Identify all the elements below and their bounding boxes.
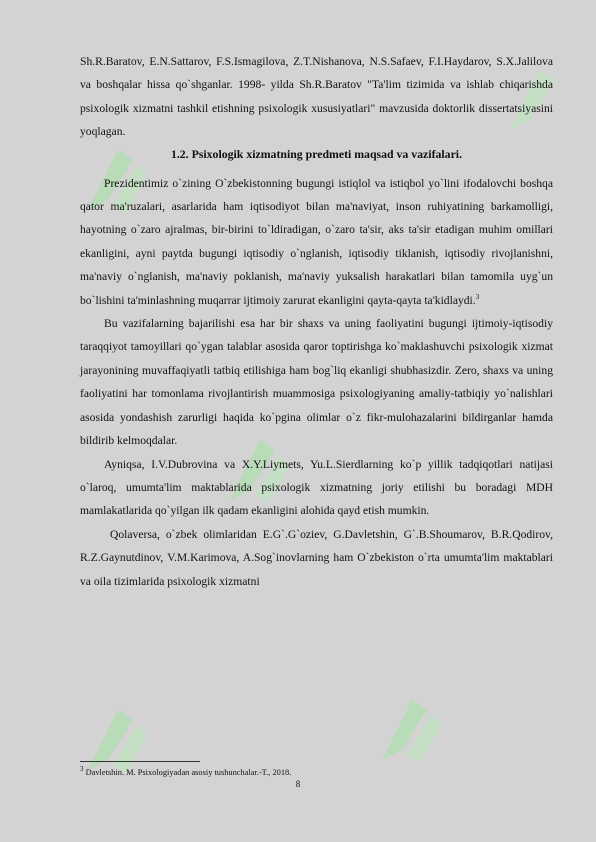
paragraph-3: Ayniqsa, I.V.Dubrovina va X.Y.Liymets, Yu.L.Sierdlarning ko`p yillik tadqiqotlari natijasi o`laroq, umumta'lim maktablarida psixologik xizmatning joriy etilishi bu boradagi MDH mamlakatlarida qo`yilgan ilk qadam ekanligini alohida qayd etish mumkin. [80, 457, 553, 518]
page-number: 8 [295, 779, 301, 789]
paragraph-2: Bu vazifalarning bajarilishi esa har bir shaxs va uning faoliyatini bugungi ijtimoiy-iqtisodiy taraqqiyot tamoyillari qo`ygan talablar asosida qaror toptirishga ko`maklashuvchi psixologik xizmat jarayonining muvaffaqiyatli tatbiq etilishiga ham bog`liq ekanligi shubhasizdir. Zero, shaxs va uning faoliyatini har tomonlama rivojlantirish muammosiga psixologiyaning amaliy-tatbiqiy yo`nalishlari asosida yondashish zarurligi haqida ko`pgina olimlar o`z fikr-mulohazalarini bildirganlar hamda bildirib kelmoqdalar. [80, 317, 553, 448]
watermark-logo-icon [372, 690, 452, 770]
footnote [80, 765, 292, 778]
footnote-divider [80, 761, 200, 762]
footnote-text: Davletshin. M. Psixologiyadan asosiy tushunchalar.-T., 2018. [85, 768, 292, 777]
section-heading: 1.2. Psixologik xizmatning predmeti maqsad va vazifalari. [170, 146, 463, 161]
footnote-reference[interactable]: 3 [475, 292, 480, 301]
paragraph-0: Sh.R.Baratov, E.N.Sattarov, F.S.Ismagilova, Z.T.Nishanova, N.S.Safaev, F.I.Haydarov, S.X.Jalilova va boshqalar hissa qo`shganlar. 1998- yilda Sh.R.Baratov "Ta'lim tizimida va ishlab chiqarishda psixologik xizmatni tashkil etishning psixologik xususiyatlari" mavzusida doktorlik dissertatsiyasini yoqlagan. [80, 55, 553, 139]
paragraph-4: Qolaversa, o`zbek olimlaridan E.G`.G`oziev, G.Davletshin, G`.B.Shoumarov, B.R.Qodirov, R.Z.Gaynutdinov, V.M.Karimova, A.Sog`inovlarning ham O`zbekiston o`rta umumta'lim maktablari va oila tizimlarida psixologik xizmatni [80, 527, 553, 588]
paragraph-1 [80, 172, 553, 312]
footnote-mark: 3 [80, 765, 84, 774]
document-body [80, 50, 553, 593]
paragraph-1-text: Prezidentimiz o`zining O`zbekistonning bugungi istiqlol va istiqbol yo`lini ifodalovchi boshqa qator ma'ruzalari, asarlarida ham iqtisodiyot bilan ma'naviyat, inson ruhiyatining barkamolligi, hayotning o`zaro ajralmas, bir-birini to`ldiradigan, o`zaro ta'sir, aks ta'sir etadigan muhim omillari ekanligini, ayni paytda bugungi iqtisodiy o`nglanish, iqtisodiy tiklanish, iqtisodiy rivojlanishni, ma'naviy o`nglanish, ma'naviy poklanish, ma'naviy yuksalish harakatlari bilan tamomila uyg`un bo`lishini ta'minlashning muqarrar ijtimoiy zarurat ekanligini qayta-qayta ta'kidlaydi. [80, 176, 553, 307]
